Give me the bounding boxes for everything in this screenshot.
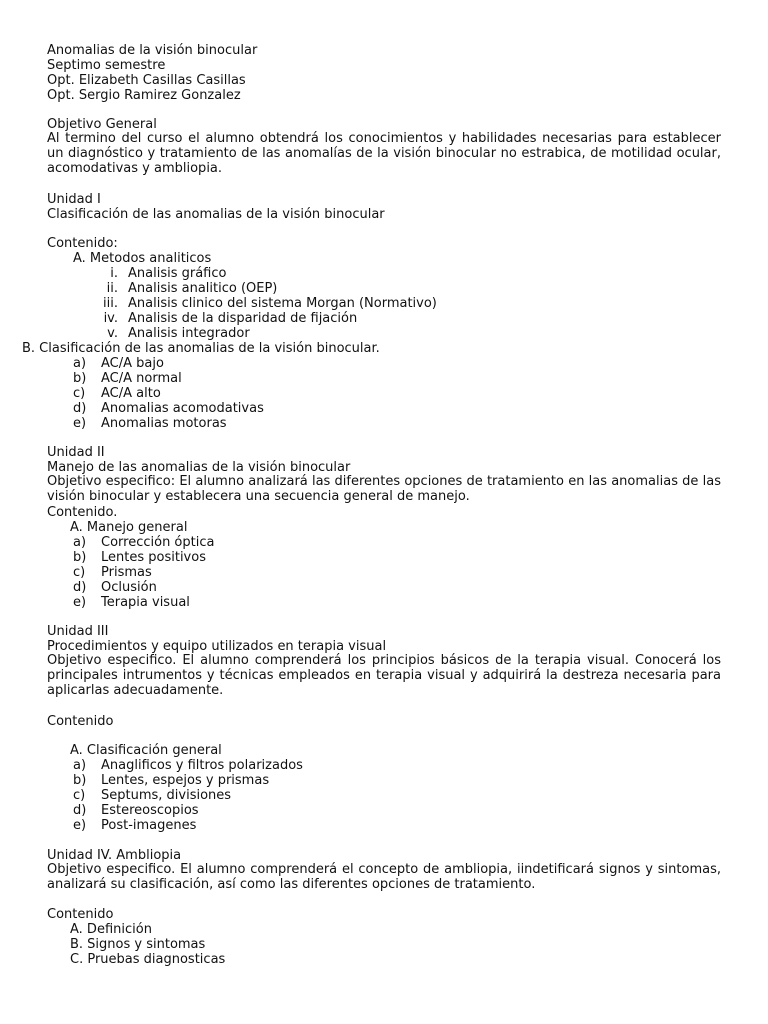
list-marker: d): [73, 803, 87, 818]
unit4-content-label: Contenido: [47, 907, 114, 922]
unit4-heading: Unidad IV. Ambliopia: [47, 848, 182, 863]
list-item: Corrección óptica: [101, 535, 215, 550]
unit2-content-label: Contenido.: [47, 505, 118, 520]
list-item: Anomalias motoras: [101, 416, 227, 431]
semester: Septimo semestre: [47, 58, 166, 73]
list-marker: a): [73, 356, 87, 371]
list-marker: d): [73, 401, 87, 416]
unit1-title: Clasificación de las anomalias de la visión binocular: [47, 207, 385, 222]
list-item: Oclusión: [101, 580, 157, 595]
unit3-title: Procedimientos y equipo utilizados en terapia visual: [47, 639, 387, 654]
list-item: Analisis analitico (OEP): [128, 281, 278, 296]
list-item: Lentes, espejos y prismas: [101, 773, 270, 788]
list-item: Terapia visual: [101, 595, 190, 610]
list-item: Analisis clinico del sistema Morgan (Normativo): [128, 296, 437, 311]
list-marker: e): [73, 595, 87, 610]
list-marker: a): [73, 758, 87, 773]
objective-heading: Objetivo General: [47, 117, 157, 132]
list-item: AC/A alto: [101, 386, 161, 401]
list-item: C. Pruebas diagnosticas: [70, 952, 226, 967]
unit1-section-a: A. Metodos analiticos: [73, 251, 212, 266]
list-item: Septums, divisiones: [101, 788, 232, 803]
list-marker: e): [73, 416, 87, 431]
list-item: A. Definición: [70, 922, 152, 937]
list-marker: v.: [107, 326, 118, 341]
list-marker: c): [73, 565, 86, 580]
course-title: Anomalias de la visión binocular: [47, 43, 258, 58]
list-item: Post-imagenes: [101, 818, 197, 833]
list-marker: c): [73, 788, 86, 803]
unit3-heading: Unidad III: [47, 624, 109, 639]
list-item: B. Signos y sintomas: [70, 937, 206, 952]
list-marker: a): [73, 535, 87, 550]
unit3-objective: Objetivo especifico. El alumno comprenderá los principios básicos de la terapia visual. Conocerá los principales intrumentos y técnicas empleados en terapia visual y adquirirá la destreza necesaria para aplicarlas adecuadamente.: [47, 653, 721, 698]
unit1-content-label: Contenido:: [47, 236, 118, 251]
list-item: Estereoscopios: [101, 803, 199, 818]
list-marker: ii.: [106, 281, 118, 296]
list-marker: b): [73, 550, 87, 565]
objective-text: Al termino del curso el alumno obtendrá los conocimientos y habilidades necesarias para establecer un diagnóstico y tratamiento de las anomalías de la visión binocular no estrabica, de motilidad ocular, acomodativas y ambliopia.: [47, 131, 721, 176]
list-item: Prismas: [101, 565, 152, 580]
list-marker: b): [73, 371, 87, 386]
list-item: Analisis integrador: [128, 326, 250, 341]
instructor-1: Opt. Elizabeth Casillas Casillas: [47, 73, 246, 88]
unit3-content-label: Contenido: [47, 714, 114, 729]
list-item: Analisis de la disparidad de fijación: [128, 311, 358, 326]
unit4-objective: Objetivo especifico. El alumno comprenderá el concepto de ambliopia, iindetificará signos y sintomas, analizará su clasificación, así como las diferentes opciones de tratamiento.: [47, 862, 721, 892]
instructor-2: Opt. Sergio Ramirez Gonzalez: [47, 88, 241, 103]
list-marker: c): [73, 386, 86, 401]
unit1-section-b: B. Clasificación de las anomalias de la visión binocular.: [22, 341, 380, 356]
list-marker: d): [73, 580, 87, 595]
unit3-section-a: A. Clasificación general: [70, 743, 222, 758]
list-marker: iv.: [103, 311, 118, 326]
list-marker: b): [73, 773, 87, 788]
unit2-objective: Objetivo especifico: El alumno analizará las diferentes opciones de tratamiento en las anomalias de las visión binocular y establecera una secuencia general de manejo.: [47, 474, 721, 504]
list-marker: i.: [110, 266, 118, 281]
unit2-section-a: A. Manejo general: [70, 520, 188, 535]
list-item: Anomalias acomodativas: [101, 401, 264, 416]
list-item: Analisis gráfico: [128, 266, 227, 281]
list-item: AC/A bajo: [101, 356, 164, 371]
list-marker: e): [73, 818, 87, 833]
list-item: Anaglificos y filtros polarizados: [101, 758, 303, 773]
list-marker: iii.: [103, 296, 118, 311]
list-item: AC/A normal: [101, 371, 182, 386]
unit2-title: Manejo de las anomalias de la visión binocular: [47, 460, 351, 475]
list-item: Lentes positivos: [101, 550, 206, 565]
unit2-heading: Unidad II: [47, 445, 105, 460]
unit1-heading: Unidad I: [47, 192, 101, 207]
